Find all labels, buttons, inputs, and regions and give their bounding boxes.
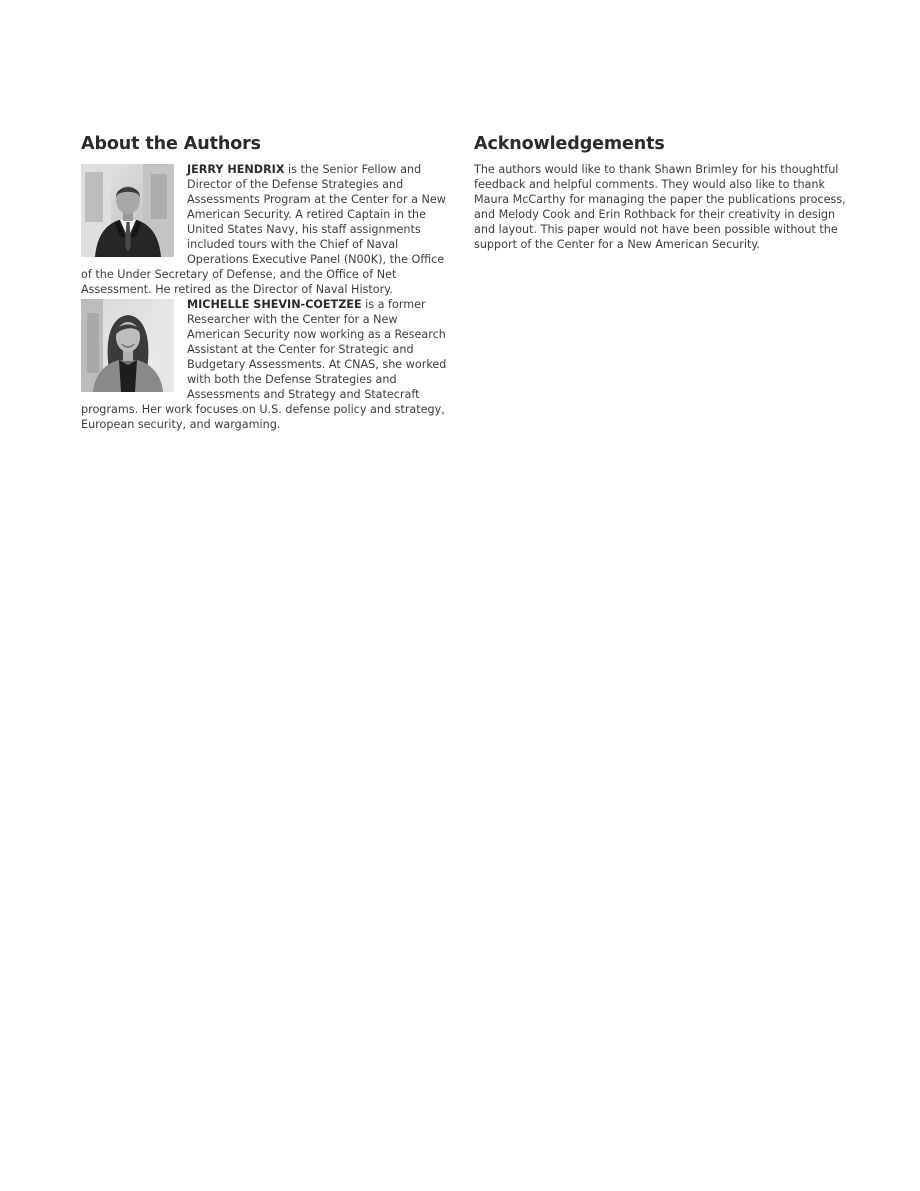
acknowledgements-text: The authors would like to thank Shawn Brimley for his thoughtful feedback and helpful comments. They would also like to thank Maura McCarthy for managing the paper the publications process, and Melody Cook and Erin Rothback for their creativity in design and layout. This paper would not have been possible without the support of the Center for a New American Security. (474, 163, 846, 251)
acknowledgements-section (474, 133, 846, 252)
author-name-jerry-hendrix: JERRY HENDRIX (187, 163, 285, 176)
author-bio-michelle-shevin-coetzee (81, 297, 451, 432)
acknowledgements-heading: Acknowledgements (474, 134, 665, 154)
author-photo-michelle-shevin-coetzee (81, 299, 174, 392)
author-name-michelle-shevin-coetzee: MICHELLE SHEVIN-COETZEE (187, 298, 362, 311)
author-photo-jerry-hendrix (81, 164, 174, 257)
about-the-authors-section (81, 133, 451, 432)
author-bio-jerry-hendrix (81, 162, 451, 297)
about-authors-heading: About the Authors (81, 134, 261, 154)
author-bio-text: is the Senior Fellow and Director of the Defense Strategies and Assessments Program at the Center for a New American Security. A retired Captain in the United States Navy, his staff assignments included tours with the Chief of Naval Operations Executive Panel (N00K), the Office of the Under Secretary of Defense, and the Office of Net Assessment. He retired as the Director of Naval History. (81, 163, 446, 296)
author-bio-text: is a former Researcher with the Center for a New American Security now working as a Research Assistant at the Center for Strategic and Budgetary Assessments. At CNAS, she worked with both the Defense Strategies and Assessments and Strategy and Statecraft programs. Her work focuses on U.S. defense policy and strategy, European security, and wargaming. (81, 298, 447, 431)
